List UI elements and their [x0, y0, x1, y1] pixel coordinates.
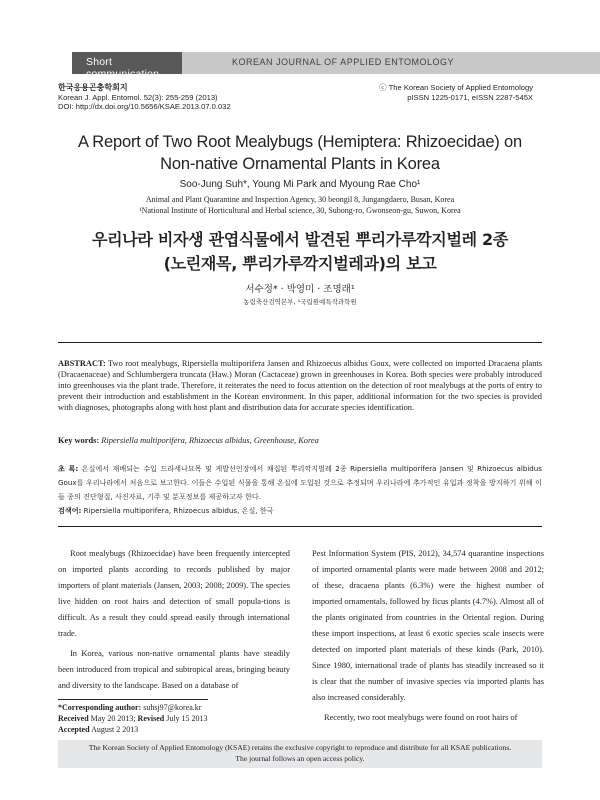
copyright-footer — [58, 740, 542, 768]
header-bar — [0, 52, 600, 80]
korean-affiliation: 농림축산검역본부, ¹국립원예특작과학원 — [243, 298, 357, 306]
copyright-info — [379, 83, 533, 102]
korean-abstract-text: 온실에서 재배되는 수입 드라세나묘목 및 게발선인장에서 채집된 뿌리깍지벌레 2종 Ripersiella multiporifera Jansen 및 Rhizoecus albidus Goux를 우리나라에서 처음으로 보고한다. 이들은 수입된 식물을 통해 온실에 도입된 것으로 추정되며 우리나라에 추가적인 유입과 정착을 방지하기 위해 이들 종의 진단형질, 사진자료, 기주 및 분포정보를 제공하고자 한다. — [58, 464, 542, 501]
divider-bottom — [58, 526, 542, 527]
korean-title — [40, 228, 560, 276]
keywords-label: Key words: — [58, 436, 100, 445]
abstract-label: ABSTRACT: — [58, 359, 106, 368]
journal-name: KOREAN JOURNAL OF APPLIED ENTOMOLOGY — [232, 57, 455, 67]
footer-line-2: The journal follows an open access policy. — [235, 754, 365, 763]
journal-citation: Korean J. Appl. Entomol. 52(3): 255-259 (2013) — [58, 92, 218, 102]
body-paragraph: Root mealybugs (Rhizoecidae) have been frequently intercepted on imported plants according to records published by major importers of plant materials (Jansen, 2003; 2008; 2009). The species live hidden on root hairs and detection of small popula-tions is difficult. As a result they could spread easily through international trade. — [58, 549, 290, 638]
notes-divider — [58, 699, 208, 700]
corresponding-email[interactable]: suhsj97@korea.kr — [143, 703, 202, 712]
footer-line-1: The Korean Society of Applied Entomology (KSAE) retains the exclusive copyright to reproduce and distribute for all KSAE publications. — [88, 743, 512, 752]
title-line-2: Non-native Ornamental Plants in Korea — [160, 155, 440, 173]
article-title — [40, 131, 560, 175]
title-line-1: A Report of Two Root Mealybugs (Hemiptera: Rhizoecidae) on — [78, 133, 522, 151]
affiliations — [40, 194, 560, 216]
korean-title-line-1: 우리나라 비자생 관엽식물에서 발견된 뿌리가루깍지벌레 2종 — [91, 230, 509, 249]
accepted-label: Accepted — [58, 725, 90, 734]
affiliation-1: Animal and Plant Quarantine and Inspection Agency, 30 beongil 8, Jungangdaero, Busan, Korea — [145, 195, 455, 204]
body-paragraph: Pest Information System (PIS, 2012), 34,574 quarantine inspections of imported ornamental plants were made between 2008 and 2012; of these, dracaena plants (6.3%) were the highest number of imported ornamentals, followed by ficus plants (4.7%). Almost all of the plants originated from countries in the Oriental region. During these import inspections, at least 6 exotic species scale insects were detected on imported plant materials of these kinds (Park, 2010). Since 1980, international trade of plants has steadily increased so it is clear that the number of invasive species via imported plants has also increased considerably. — [312, 549, 544, 702]
body-column-right — [312, 546, 544, 730]
received-revised — [58, 713, 290, 724]
accepted — [58, 724, 290, 735]
received-label: Received — [58, 714, 89, 723]
section-label-box — [72, 52, 182, 80]
affiliation-2: ¹National Institute of Horticultural and Herbal science, 30, Subong-ro, Gwonseon-gu, Suwon, Korea — [139, 206, 461, 215]
journal-korean-name: 한국응용곤충학회지 — [58, 83, 128, 92]
korean-authors: 서수정* · 박영미 · 조명래¹ — [245, 284, 355, 295]
korean-abstract — [58, 462, 542, 504]
authors: Soo-Jung Suh*, Young Mi Park and Myoung Rae Cho¹ — [179, 179, 421, 190]
body-paragraph: In Korea, various non-native ornamental plants have steadily been introduced from tropical and subtropical areas, bringing beauty and diversity to the landscape. Based on a database of — [58, 649, 290, 690]
keywords-text: Ripersiella multiporifera, Rhizoecus albidus, Greenhouse, Korea — [101, 436, 319, 445]
korean-abstract-label: 초 록: — [58, 464, 79, 473]
abstract — [58, 358, 542, 413]
corresponding-author — [58, 702, 290, 713]
journal-name-box — [182, 52, 600, 74]
korean-keywords-label: 검색어: — [58, 506, 82, 515]
doi-link[interactable]: DOI: http://dx.doi.org/10.5656/KSAE.2013.07.0.032 — [58, 102, 231, 112]
revised-label: Revised — [137, 714, 165, 723]
divider-top — [58, 342, 542, 343]
korean-keywords-text: Ripersiella multiporifera, Rhizoecus albidus, 온실, 한국 — [83, 506, 274, 515]
body-column-left — [58, 546, 290, 698]
korean-title-line-2: (노린재목, 뿌리가루깍지벌레과)의 보고 — [163, 254, 437, 273]
keywords — [58, 435, 542, 446]
section-label: Short communication — [86, 56, 160, 80]
body-paragraph: Recently, two root mealybugs were found on root hairs of — [324, 713, 518, 722]
abstract-text: Two root mealybugs, Ripersiella multiporifera Jansen and Rhizoecus albidus Goux, were collected on imported Dracaena plants (Dracaenaceae) and Schlumbergera truncata (Haw.) Moran (Cactaceae) grown in greenhouses in Korea. Both species were probably introduced into greenhouses via the plant trade. Therefore, it reiterates the need to focus attention on the detection of root mealybugs at the ports of entry to prevent their introduction and establishment in the Korean environment. In this paper, additional information for the two species is provided with diagnoses, photographs along with host plant and distribution data for accurate species identification. — [58, 359, 542, 413]
received-date: May 20 2013; — [90, 714, 136, 723]
revised-date: July 15 2013 — [166, 714, 208, 723]
journal-info — [58, 83, 231, 112]
korean-keywords — [58, 506, 542, 516]
society-copyright: ⓒ The Korean Society of Applied Entomology — [379, 83, 533, 92]
accepted-date: August 2 2013 — [91, 725, 139, 734]
article-notes — [58, 702, 290, 735]
corresponding-label: *Corresponding author: — [58, 703, 142, 712]
issn: pISSN 1225-0171, eISSN 2287-545X — [407, 92, 533, 102]
